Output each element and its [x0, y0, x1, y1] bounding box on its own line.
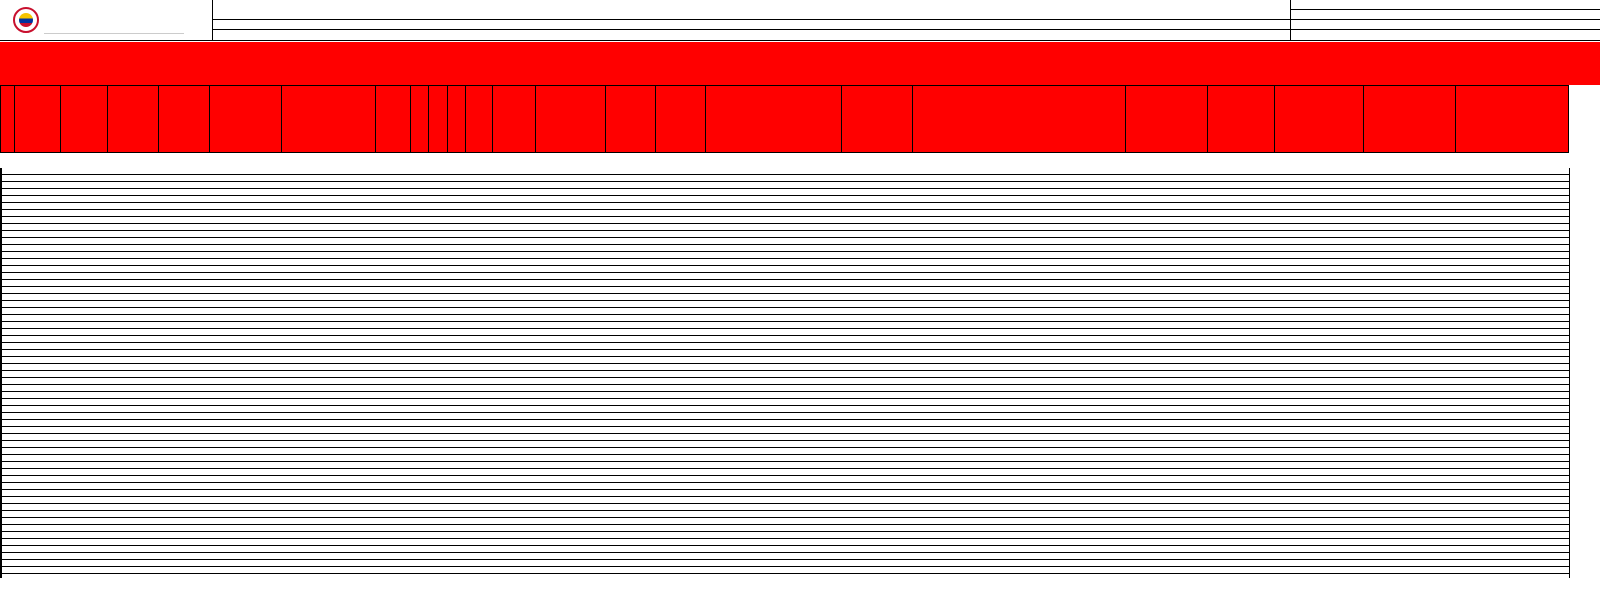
col-header: [411, 86, 429, 153]
participants-table: [0, 85, 1569, 153]
process-name: [212, 19, 1290, 30]
col-header: [1, 86, 15, 153]
logo-cell: [0, 0, 213, 41]
approval-date-label: [1291, 20, 1600, 30]
page-label: [1291, 30, 1600, 40]
header-row: [1, 86, 1569, 153]
header-title-block: [212, 0, 1290, 41]
col-header: [842, 86, 913, 153]
coat-of-arms-icon: [13, 7, 39, 33]
col-header: [429, 86, 448, 153]
title-banner: [0, 42, 1600, 85]
document-title: [212, 0, 1290, 20]
col-header: [1208, 86, 1275, 153]
col-header: [282, 86, 376, 153]
procedure-name: [212, 30, 1290, 40]
empty-rows-area: [0, 168, 1570, 578]
col-header: [493, 86, 536, 153]
col-header: [1364, 86, 1456, 153]
col-header: [61, 86, 108, 153]
col-header: [466, 86, 493, 153]
version-label: [1291, 10, 1600, 20]
document-header: [0, 0, 1600, 42]
col-header: [210, 86, 282, 153]
col-header: [1126, 86, 1208, 153]
col-header: [376, 86, 411, 153]
col-header: [606, 86, 656, 153]
col-header: [159, 86, 210, 153]
code-label: [1291, 0, 1600, 10]
document-meta: [1290, 0, 1600, 41]
col-header: [913, 86, 1126, 153]
col-header: [448, 86, 466, 153]
col-header: [1456, 86, 1569, 153]
col-header: [706, 86, 842, 153]
col-header: [1275, 86, 1364, 153]
col-header: [536, 86, 606, 153]
col-header: [108, 86, 159, 153]
col-header: [656, 86, 706, 153]
col-header: [15, 86, 61, 153]
